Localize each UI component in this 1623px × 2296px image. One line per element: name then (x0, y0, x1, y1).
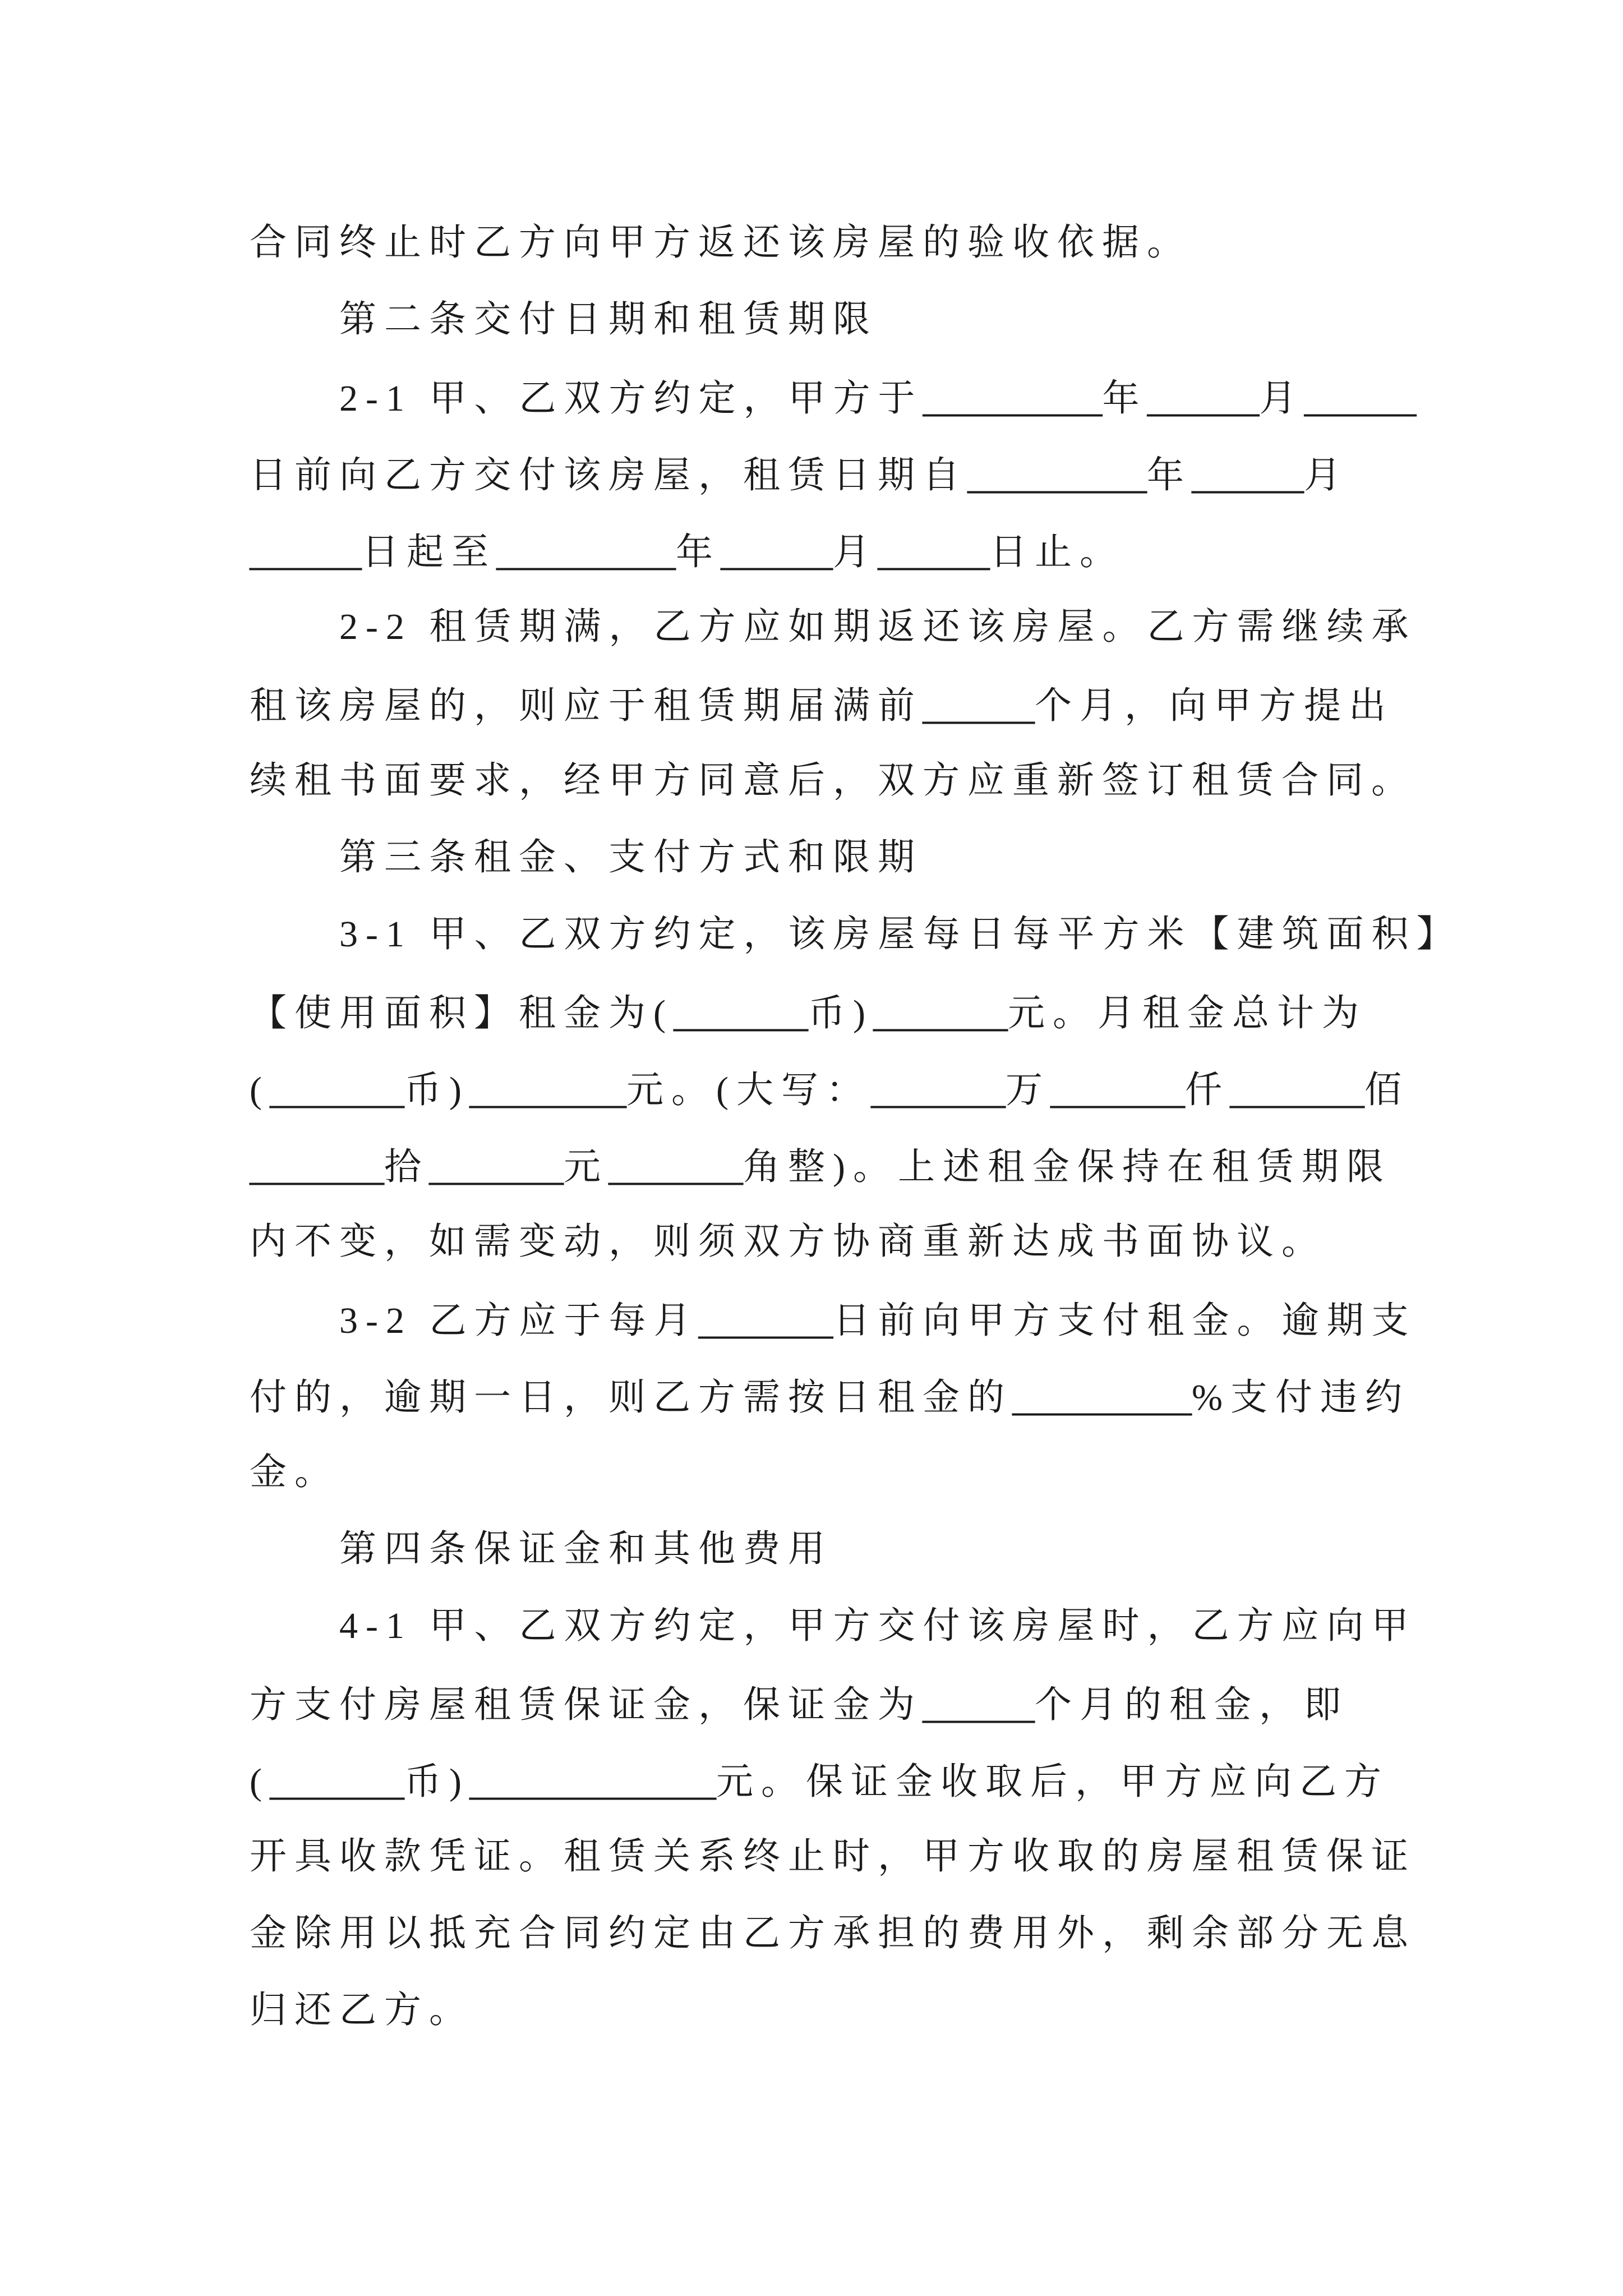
body-line: 3-2 乙方应于每月______日前向甲方支付租金。逾期支 (339, 1294, 1417, 1343)
body-line: 2-1 甲、乙双方约定，甲方于________年_____月_____ (339, 371, 1417, 421)
body-line: 方支付房屋租赁保证金，保证金为_____个月的租金，即 (250, 1678, 1349, 1727)
blank-field: ________ (496, 525, 676, 574)
blank-field: _____ (721, 525, 833, 574)
body-line: 续租书面要求，经甲方同意后，双方应重新签订租赁合同。 (250, 760, 1416, 801)
blank-field: _____ (1304, 371, 1417, 421)
document-page (250, 204, 1511, 2049)
body-line: 开具收款凭证。租赁关系终止时，甲方收取的房屋租赁保证 (250, 1836, 1416, 1877)
blank-field: ______ (269, 1063, 404, 1112)
blank-field: _____ (923, 1678, 1035, 1727)
body-line: (______币)___________元。保证金收取后，甲方应向乙方 (250, 1755, 1389, 1804)
section-4 (250, 1511, 1511, 2049)
section-heading: 第二条交付日期和租赁期限 (339, 299, 878, 340)
body-line: 3-1 甲、乙双方约定，该房屋每日每平方米【建筑面积】 (339, 914, 1461, 955)
clause-3-2 (250, 1280, 1511, 1511)
body-line: 金除用以抵充合同约定由乙方承担的费用外，剩余部分无息 (250, 1913, 1416, 1954)
blank-field: ______ (250, 1140, 384, 1189)
body-line: (______币)_______元。(大写：______万______仟______佰 (250, 1063, 1409, 1112)
blank-field: ______ (1229, 1063, 1364, 1112)
body-line: 付的，逾期一日，则乙方需按日租金的________%支付违约 (250, 1370, 1410, 1420)
body-line: _____日起至________年_____月_____日止。 (250, 525, 1124, 574)
clause-2-2 (250, 588, 1511, 819)
blank-field: _____ (878, 525, 990, 574)
clause-3-1 (250, 896, 1511, 1280)
blank-field: ______ (873, 986, 1008, 1036)
body-line: 租该房屋的，则应于租赁期届满前_____个月，向甲方提出 (250, 679, 1394, 728)
body-line: 内不变，如需变动，则须双方协商重新达成书面协议。 (250, 1221, 1326, 1262)
blank-field: _______ (469, 1063, 626, 1112)
blank-field: ______ (1050, 1063, 1185, 1112)
blank-field: ______ (429, 1140, 564, 1189)
body-line: 2-2 租赁期满，乙方应如期返还该房屋。乙方需继续承 (339, 606, 1417, 647)
blank-field: ______ (698, 1294, 833, 1343)
body-line: ______拾______元______角整)。上述租金保持在租赁期限 (250, 1140, 1391, 1189)
body-line: 合同终止时乙方向甲方返还该房屋的验收依据。 (250, 222, 1192, 263)
continuation-paragraph (250, 204, 1511, 281)
blank-field: ________ (967, 448, 1147, 498)
body-line: 【使用面积】租金为(______币)______元。月租金总计为 (250, 986, 1367, 1036)
blank-field: ______ (608, 1140, 743, 1189)
blank-field: ______ (269, 1755, 404, 1804)
section-heading: 第四条保证金和其他费用 (339, 1529, 833, 1570)
clause-4-1 (250, 1588, 1511, 2049)
blank-field: ________ (923, 371, 1103, 421)
blank-field: _____ (1192, 448, 1304, 498)
blank-field: ________ (1012, 1370, 1192, 1420)
blank-field: ______ (673, 986, 808, 1036)
blank-field: ______ (870, 1063, 1006, 1112)
section-heading: 第三条租金、支付方式和限期 (339, 837, 923, 878)
section-2 (250, 281, 1511, 819)
blank-field: _____ (923, 679, 1035, 728)
blank-field: ___________ (469, 1755, 716, 1804)
body-line: 日前向乙方交付该房屋，租赁日期自________年_____月 (250, 448, 1349, 498)
body-line: 金。 (250, 1452, 339, 1493)
blank-field: _____ (1147, 371, 1260, 421)
clause-2-1 (250, 358, 1511, 588)
blank-field: _____ (250, 525, 362, 574)
section-3 (250, 819, 1511, 1511)
body-line: 归还乙方。 (250, 1990, 474, 2031)
body-line: 4-1 甲、乙双方约定，甲方交付该房屋时，乙方应向甲 (339, 1605, 1417, 1646)
